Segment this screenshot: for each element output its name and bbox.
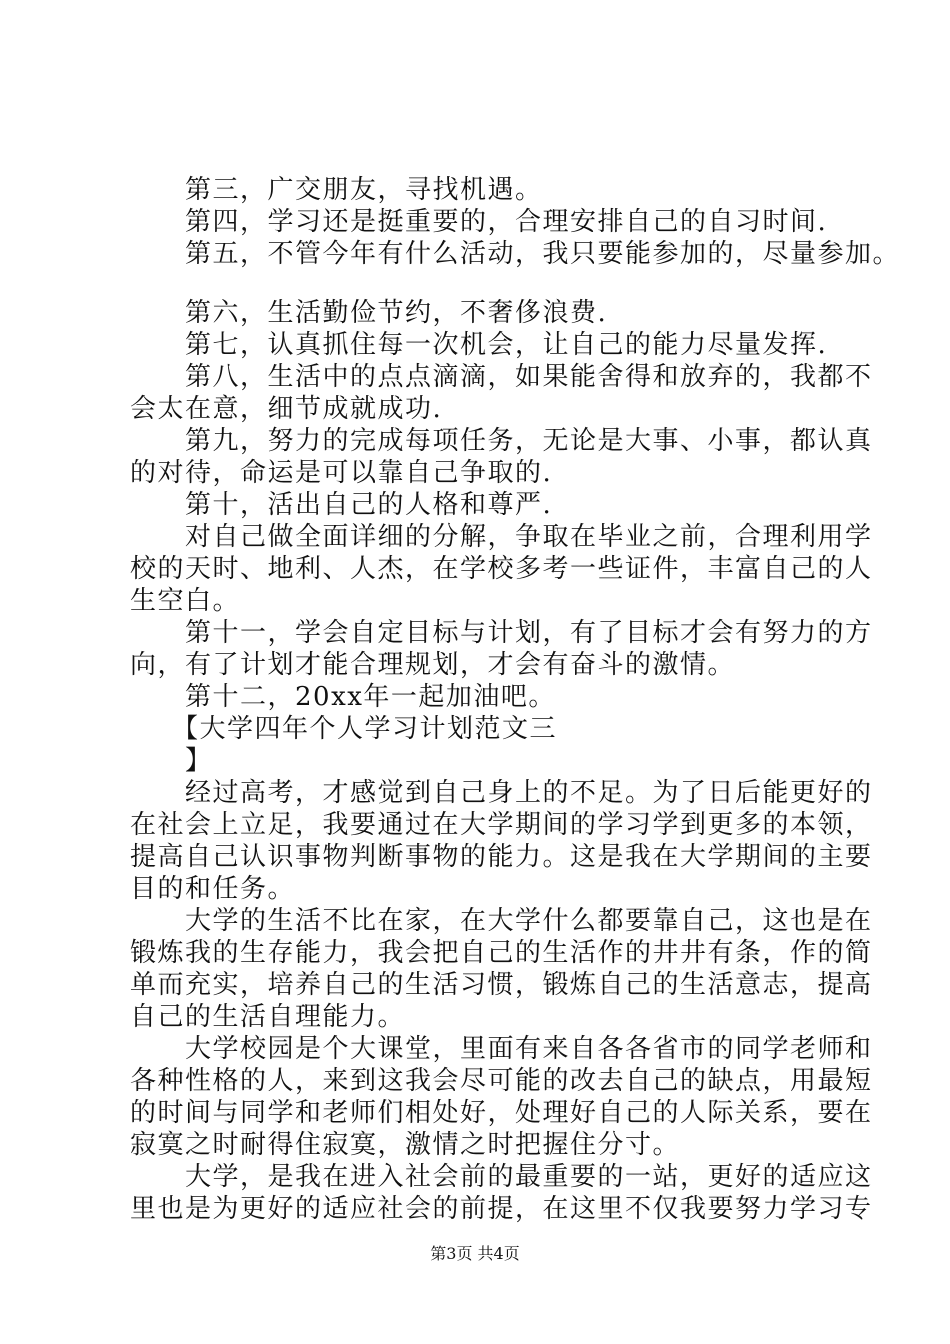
text-line: 大学，是我在进入社会前的最重要的一站，更好的适应这 [130, 1162, 873, 1192]
section-heading-bracket: 】 [130, 746, 213, 776]
text-line: 的时间与同学和老师们相处好，处理好自己的人际关系，要在 [130, 1098, 873, 1128]
text-line: 自己的生活自理能力。 [130, 1002, 406, 1032]
text-line: 寂寞之时耐得住寂寞，激情之时把握住分寸。 [130, 1130, 681, 1160]
text-line: 生空白。 [130, 586, 241, 616]
text-line: 第五，不管今年有什么活动，我只要能参加的，尽量参加。 [130, 239, 901, 269]
text-line: 第九，努力的完成每项任务，无论是大事、小事，都认真 [130, 426, 873, 456]
section-heading: 【大学四年个人学习计划范文三 [130, 714, 558, 744]
text-line: 会太在意，细节成就成功. [130, 394, 443, 424]
text-line: 第十，活出自己的人格和尊严. [130, 490, 553, 520]
text-line: 里也是为更好的适应社会的前提，在这里不仅我要努力学习专 [130, 1194, 873, 1224]
text-line: 第六，生活勤俭节约，不奢侈浪费. [130, 298, 608, 328]
page-number-footer: 第3页 共4页 [430, 1244, 520, 1263]
text-line: 第八，生活中的点点滴滴，如果能舍得和放弃的，我都不 [130, 362, 873, 392]
text-line: 在社会上立足，我要通过在大学期间的学习学到更多的本领， [130, 810, 873, 840]
text-line: 的对待，命运是可以靠自己争取的. [130, 458, 553, 488]
text-line: 第七，认真抓住每一次机会，让自己的能力尽量发挥. [130, 330, 828, 360]
text-line: 单而充实，培养自己的生活习惯，锻炼自己的生活意志，提高 [130, 970, 873, 1000]
text-line: 提高自己认识事物判断事物的能力。这是我在大学期间的主要 [130, 842, 873, 872]
text-line: 第三，广交朋友，寻找机遇。 [130, 175, 543, 205]
text-line: 各种性格的人，来到这我会尽可能的改去自己的缺点，用最短 [130, 1066, 873, 1096]
text-line: 大学校园是个大课堂，里面有来自各各省市的同学老师和 [130, 1034, 873, 1064]
text-line: 大学的生活不比在家，在大学什么都要靠自己，这也是在 [130, 906, 873, 936]
text-line: 第四，学习还是挺重要的，合理安排自己的自习时间. [130, 207, 828, 237]
text-line: 第十二，20xx年一起加油吧。 [130, 682, 556, 712]
text-line: 第十一，学会自定目标与计划，有了目标才会有努力的方 [130, 618, 873, 648]
text-line: 对自己做全面详细的分解，争取在毕业之前，合理利用学 [130, 522, 873, 552]
text-line: 校的天时、地利、人杰，在学校多考一些证件，丰富自己的人 [130, 554, 873, 584]
text-line: 向，有了计划才能合理规划，才会有奋斗的激情。 [130, 650, 736, 680]
text-line: 目的和任务。 [130, 874, 296, 904]
text-line: 经过高考，才感觉到自己身上的不足。为了日后能更好的 [130, 778, 873, 808]
text-line: 锻炼我的生存能力，我会把自己的生活作的井井有条，作的简 [130, 938, 873, 968]
